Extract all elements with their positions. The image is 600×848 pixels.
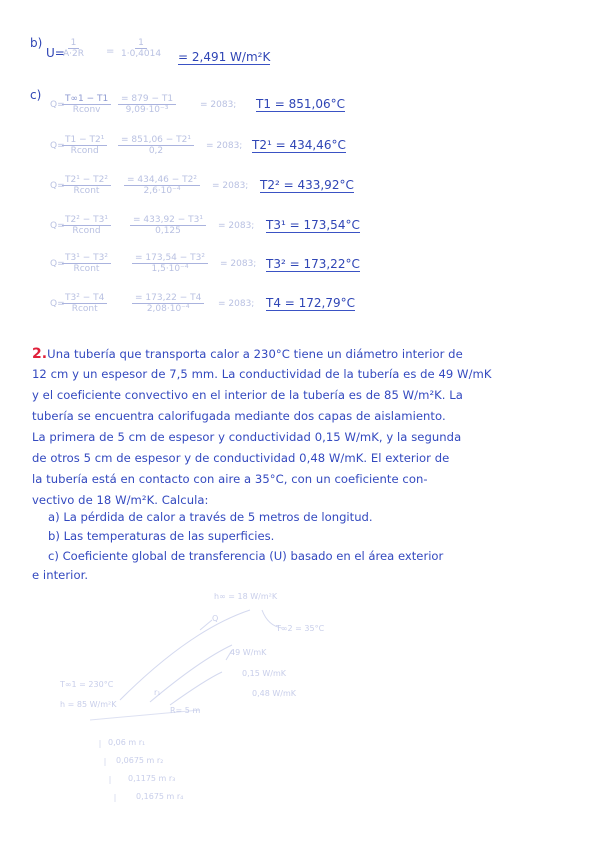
- row-q: Q=: [50, 299, 65, 309]
- fraction-numerator: T2² − T3¹: [62, 215, 111, 226]
- row-fraction: [62, 215, 111, 236]
- problem-line: vectivo de 18 W/m²K. Calcula:: [32, 493, 209, 507]
- row-result: T3¹ = 173,54°C: [266, 218, 360, 232]
- fraction-numerator: = 173,54 − T3²: [132, 253, 208, 264]
- question-c: c) Coeficiente global de transferencia (U) basado en el área exterior: [48, 549, 444, 563]
- row-fraction: [62, 293, 107, 314]
- row-equals: = 2083;: [212, 181, 249, 191]
- row-q: Q=: [50, 221, 65, 231]
- fraction-denominator: 2,6·10⁻⁴: [143, 186, 181, 196]
- diagram-k1: 49 W/mK: [230, 648, 267, 657]
- problem-line: La primera de 5 cm de espesor y conductividad 0,15 W/mK, y la segunda: [32, 430, 462, 444]
- fraction-denominator: 2,08·10⁻⁴: [146, 304, 190, 314]
- problem-text: Una tubería que transporta calor a 230°C tiene un diámetro interior de: [47, 347, 463, 361]
- part-b-label: b): [30, 36, 43, 50]
- fraction-numerator: = 433,92 − T3¹: [130, 215, 206, 226]
- diagram-center: r₁: [154, 688, 161, 697]
- row-q: Q=: [50, 259, 65, 269]
- problem-line-1: [32, 346, 463, 362]
- diagram-r3: [128, 774, 175, 783]
- fraction-denominator: Rcond: [72, 226, 101, 236]
- fraction-numerator: T3¹ − T3²: [62, 253, 111, 264]
- row-substitution: [130, 215, 206, 236]
- fraction-denominator: A·2R: [63, 49, 84, 59]
- fraction-numerator: 1: [68, 38, 80, 49]
- row-substitution: [118, 135, 194, 156]
- diagram-axis: R= 5 m: [170, 706, 201, 715]
- radius-value: 0,06 m: [108, 738, 137, 747]
- row-result: T2² = 433,92°C: [260, 178, 354, 192]
- diagram-r1: [108, 738, 145, 747]
- row-q: Q=: [50, 141, 65, 151]
- row-fraction: [62, 135, 107, 156]
- part-b-result: = 2,491 W/m²K: [178, 50, 271, 64]
- radius-value: 0,1675 m: [136, 792, 175, 801]
- fraction-numerator: = 851,06 − T2¹: [118, 135, 194, 146]
- question-b: b) Las temperaturas de las superficies.: [48, 529, 275, 543]
- problem-line: tubería se encuentra calorifugada mediante dos capas de aislamiento.: [32, 409, 446, 423]
- diagram-r4: [136, 792, 183, 801]
- part-b-equals: =: [106, 46, 115, 57]
- diagram-t-in: T∞1 = 230°C: [60, 680, 114, 689]
- radius-label: r₁: [138, 738, 146, 747]
- part-b-lhs: U=: [46, 46, 65, 60]
- fraction-denominator: 1,5·10⁻⁴: [151, 264, 189, 274]
- fraction-denominator: Rcont: [71, 304, 98, 314]
- row-equals: = 2083;: [206, 141, 243, 151]
- problem-line: 12 cm y un espesor de 7,5 mm. La conductividad de la tubería es de 49 W/mK: [32, 367, 492, 381]
- fraction-numerator: = 434,46 − T2²: [124, 175, 200, 186]
- fraction-denominator: 1·0,4014: [121, 49, 162, 59]
- problem-line: y el coeficiente convectivo en el interior de la tubería es de 85 W/m²K. La: [32, 388, 463, 402]
- row-equals: = 2083;: [218, 299, 255, 309]
- fraction-numerator: T3² − T4: [62, 293, 107, 304]
- problem-line: de otros 5 cm de espesor y de conductividad 0,48 W/mK. El exterior de: [32, 451, 450, 465]
- diagram-k2: 0,15 W/mK: [242, 669, 286, 678]
- fraction-denominator: 0,2: [148, 146, 164, 156]
- radius-value: 0,1175 m: [128, 774, 167, 783]
- row-fraction: [62, 175, 111, 196]
- diagram-k3: 0,48 W/mK: [252, 689, 296, 698]
- part-c-label: c): [30, 88, 42, 102]
- radius-value: 0,0675 m: [116, 756, 155, 765]
- fraction-denominator: 9,09·10⁻³: [125, 105, 169, 115]
- row-result: T1 = 851,06°C: [256, 97, 346, 111]
- fraction-denominator: 0,125: [155, 226, 181, 236]
- part-b-fraction-1: [60, 38, 87, 59]
- row-q: Q=: [50, 181, 65, 191]
- diagram-h-out: h∞ = 18 W/m²K: [214, 592, 278, 601]
- row-fraction: [62, 253, 111, 274]
- diagram-h-in: h = 85 W/m²K: [60, 700, 117, 709]
- fraction-numerator: = 879 − T1: [118, 94, 176, 105]
- part-b-fraction-2: [118, 38, 164, 59]
- row-result: T3² = 173,22°C: [266, 257, 360, 271]
- problem-number: 2.: [32, 346, 48, 362]
- diagram-t-out: T∞2 = 35°C: [276, 624, 325, 633]
- fraction-denominator: Rcont: [73, 186, 100, 196]
- fraction-numerator: = 173,22 − T4: [132, 293, 204, 304]
- row-equals: = 2083;: [200, 100, 237, 110]
- fraction-denominator: Rcont: [73, 264, 100, 274]
- diagram-q: Q: [212, 614, 219, 623]
- fraction-numerator: T∞1 − T1: [62, 94, 111, 105]
- row-q: Q=: [50, 100, 65, 110]
- radius-label: r₃: [168, 774, 176, 783]
- row-fraction: [62, 94, 111, 115]
- row-result: T4 = 172,79°C: [266, 296, 356, 310]
- pipe-arc-inner: [170, 672, 222, 705]
- problem-line: la tubería está en contacto con aire a 35°C, con un coeficiente con-: [32, 472, 428, 486]
- diagram-r2: [116, 756, 163, 765]
- fraction-denominator: Rconv: [72, 105, 101, 115]
- fraction-numerator: 1: [135, 38, 147, 49]
- radius-label: r₄: [176, 792, 184, 801]
- fraction-denominator: Rcond: [70, 146, 99, 156]
- row-substitution: [124, 175, 200, 196]
- question-a: a) La pérdida de calor a través de 5 metros de longitud.: [48, 510, 373, 524]
- row-substitution: [132, 293, 204, 314]
- row-substitution: [118, 94, 176, 115]
- row-equals: = 2083;: [220, 259, 257, 269]
- radius-label: r₂: [156, 756, 164, 765]
- question-c-continuation: e interior.: [32, 568, 89, 582]
- row-equals: = 2083;: [218, 221, 255, 231]
- row-substitution: [132, 253, 208, 274]
- row-result: T2¹ = 434,46°C: [252, 138, 346, 152]
- fraction-numerator: T1 − T2¹: [62, 135, 107, 146]
- fraction-numerator: T2¹ − T2²: [62, 175, 111, 186]
